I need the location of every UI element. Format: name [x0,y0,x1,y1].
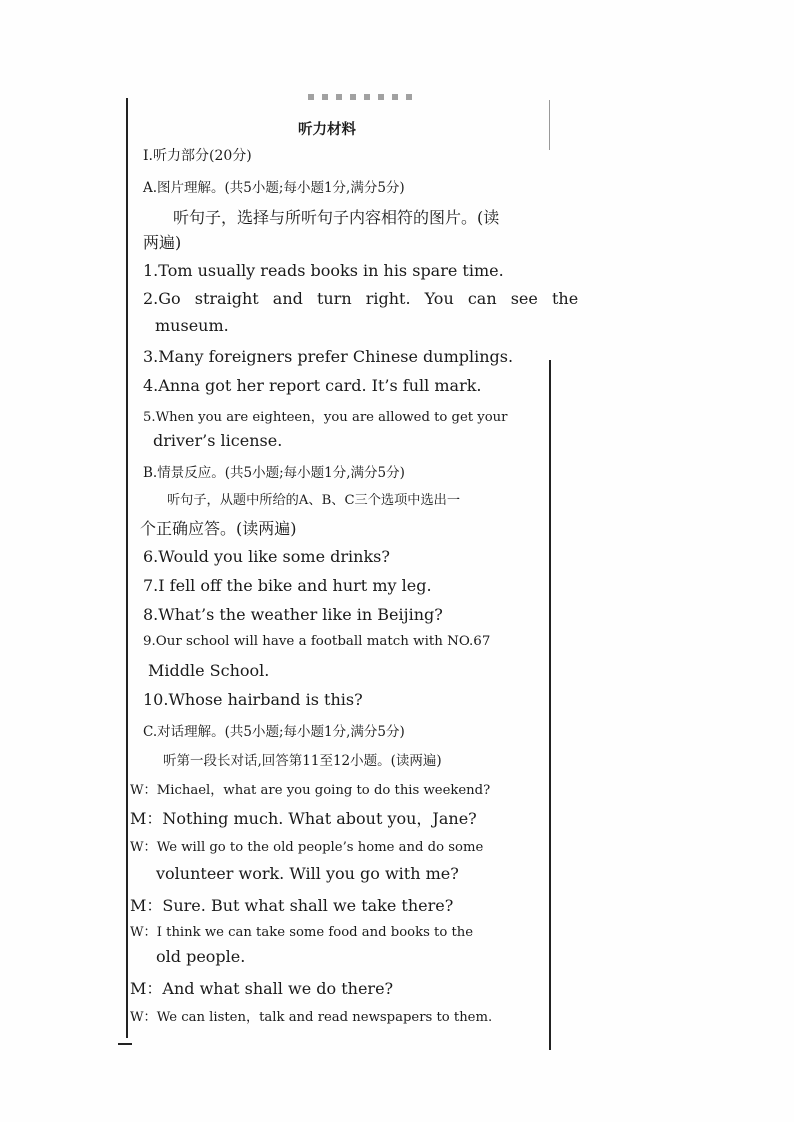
section-b-instruction: 听句子，从题中所给的A、B、C三个选项中选出一 [167,493,461,508]
list-item: 6.Would you like some drinks? [143,547,390,566]
list-item: 5.When you are eighteen，you are allowed to get your [143,410,508,425]
section-a-heading: A.图片理解。(共5小题;每小题1分,满分5分) [143,180,405,196]
dialogue-line: W：We will go to the old people’s home and do some [130,840,484,855]
section-c-heading: C.对话理解。(共5小题;每小题1分,满分5分) [143,724,405,740]
dialogue-line: W：We can listen，talk and read newspapers to them. [130,1010,493,1025]
dialogue-line: W：I think we can take some food and books to the [130,925,474,940]
section-a-instruction-cont: 两遍) [143,233,182,252]
part-heading: Ⅰ.听力部分(20分) [143,148,252,164]
section-b-instruction-cont: 个正确应答。(读两遍) [140,519,297,538]
list-item: 7.I fell off the bike and hurt my leg. [143,576,432,595]
dialogue-line: M：Nothing much. What about you，Jane? [130,809,477,828]
bottom-dash [118,1043,132,1045]
list-item: 4.Anna got her report card. It’s full mark. [143,376,482,395]
dialogue-line: M：And what shall we do there? [130,979,394,998]
list-item: 9.Our school will have a football match with NO.67 [143,634,491,649]
list-item: 3.Many foreigners prefer Chinese dumplings. [143,347,514,366]
list-item: 2.Go straight and turn right. You can see the [143,289,579,308]
list-item: 1.Tom usually reads books in his spare time. [143,261,504,280]
dialogue-line: W：Michael，what are you going to do this weekend? [130,783,491,798]
dialogue-line-cont: volunteer work. Will you go with me? [156,864,459,883]
section-b-heading: B.情景反应。(共5小题;每小题1分,满分5分) [143,465,405,481]
left-margin-rule [126,98,128,1038]
list-item-cont: Middle School. [148,661,270,680]
list-item: 10.Whose hairband is this? [143,690,363,709]
section-a-instruction: 听句子，选择与所听句子内容相符的图片。(读 [173,208,500,227]
dialogue-line: M：Sure. But what shall we take there? [130,896,454,915]
list-item-cont: museum. [155,316,229,335]
page-title: 听力材料 [298,121,356,138]
section-c-instruction: 听第一段长对话,回答第11至12小题。(读两遍) [163,753,442,769]
right-margin-rule [549,360,551,1050]
header-smudge [308,94,418,100]
dialogue-line-cont: old people. [156,947,246,966]
right-margin-rule-faint [549,100,550,150]
list-item: 8.What’s the weather like in Beijing? [143,605,443,624]
list-item-cont: driver’s license. [153,431,283,450]
